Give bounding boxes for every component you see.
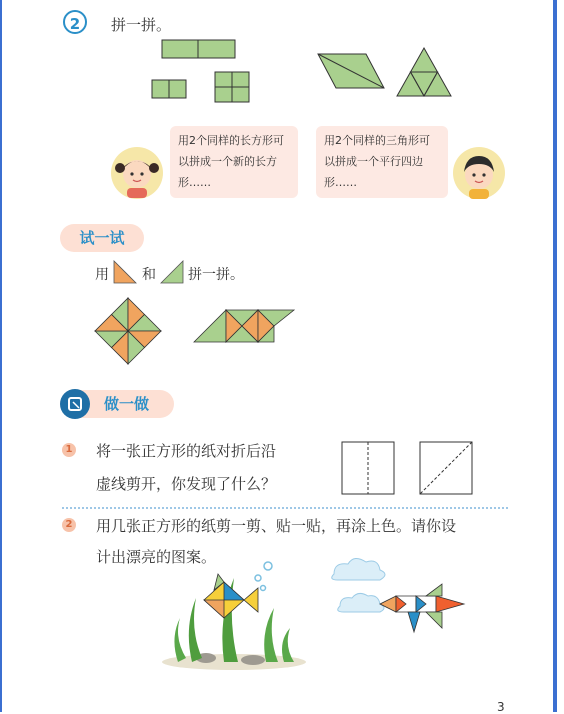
question-2-number: 2 <box>62 518 76 532</box>
parallelogram-triangle-pattern <box>192 306 296 346</box>
green-triangle-icon <box>159 259 185 285</box>
page-number: 3 <box>497 700 505 714</box>
rectangle-combination-figures <box>150 38 250 104</box>
girl-avatar <box>110 146 164 200</box>
page-border-left <box>0 0 2 712</box>
clouds-rocket-illustration <box>326 554 474 642</box>
question-1-number: 1 <box>62 443 76 457</box>
speech-bubble-left <box>170 126 298 198</box>
try-it-label: 试一试 <box>60 224 144 252</box>
speech-bubble-left-text: 用2个同样的长方形可以拼成一个新的长方形…… <box>178 134 284 189</box>
try-it-text-suffix: 拼一拼。 <box>188 267 244 283</box>
try-it-text-and: 和 <box>142 267 156 283</box>
question-1-line-1: 将一张正方形的纸对折后沿 <box>96 442 277 460</box>
do-it-icon <box>60 389 90 419</box>
question-1-line-2: 虚线剪开，你发现了什么？ <box>96 475 277 493</box>
speech-bubble-right-text: 用2个同样的三角形可以拼成一个平行四边形…… <box>324 134 430 189</box>
section-title: 拼一拼。 <box>111 16 172 34</box>
square-fold-diagonal-figure <box>418 440 474 496</box>
try-it-text-prefix: 用 <box>95 267 109 283</box>
speech-bubble-right <box>316 126 448 198</box>
square-fold-vertical-figure <box>340 440 396 496</box>
section-number: 2 <box>63 10 87 34</box>
orange-triangle-icon <box>112 259 138 285</box>
page-border-right <box>553 0 557 712</box>
question-2-line-2: 计出漂亮的图案。 <box>96 548 217 566</box>
boy-avatar <box>452 146 506 200</box>
section-divider <box>62 507 508 509</box>
question-2-line-1: 用几张正方形的纸剪一剪、贴一贴，再涂上色。请你设 <box>96 517 457 535</box>
fish-seaweed-illustration <box>158 558 310 672</box>
do-it-header <box>60 390 174 418</box>
do-it-label: 做一做 <box>104 395 150 413</box>
triangle-combination-figures <box>316 46 458 100</box>
square-triangle-pattern <box>93 296 163 366</box>
